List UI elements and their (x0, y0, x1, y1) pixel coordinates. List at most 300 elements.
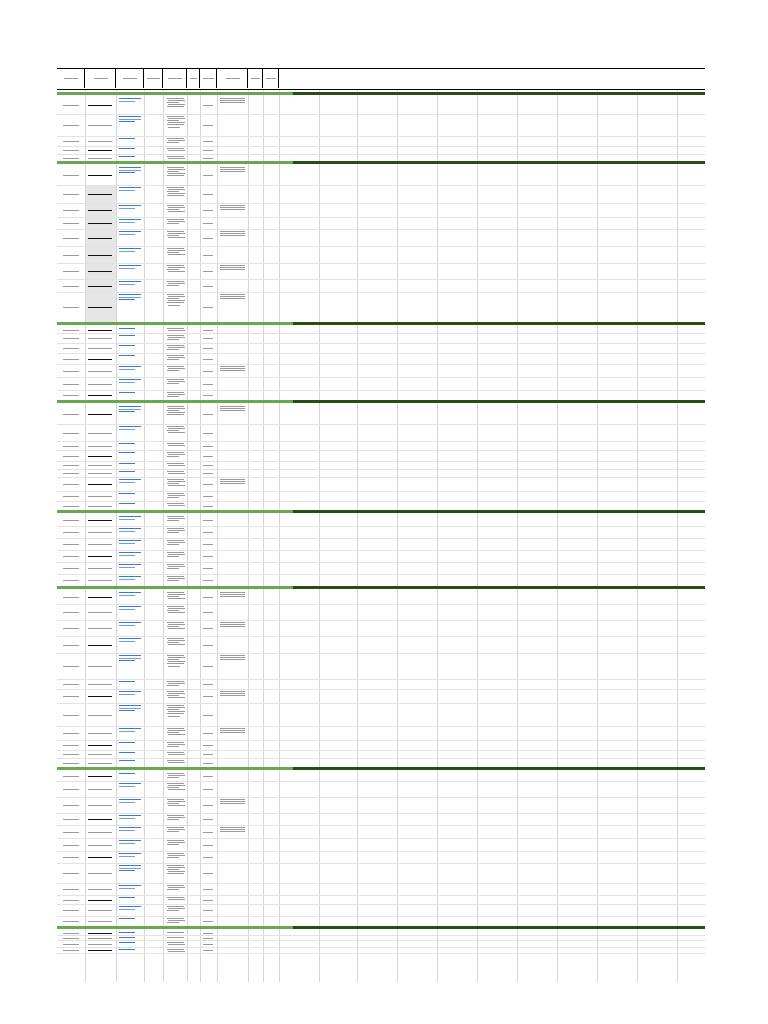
row-name-cell[interactable] (63, 384, 79, 385)
row-name-cell[interactable] (63, 150, 79, 151)
status-cell[interactable] (203, 210, 213, 211)
row-name-cell[interactable] (63, 158, 79, 159)
profile-link[interactable] (119, 426, 141, 427)
email-cell[interactable] (88, 286, 112, 287)
email-cell[interactable] (88, 944, 112, 945)
status-cell[interactable] (203, 141, 213, 142)
row-name-cell[interactable] (63, 433, 79, 434)
profile-link[interactable] (119, 942, 135, 943)
profile-link[interactable] (119, 528, 141, 529)
status-cell[interactable] (203, 933, 213, 934)
profile-link[interactable] (119, 856, 135, 857)
row-name-cell[interactable] (63, 889, 79, 890)
email-cell[interactable] (88, 873, 112, 874)
column-header-7[interactable] (200, 69, 217, 88)
profile-link[interactable] (119, 932, 135, 933)
email-cell[interactable] (88, 307, 112, 308)
row-name-cell[interactable] (63, 238, 79, 239)
email-cell[interactable] (88, 597, 112, 598)
email-cell[interactable] (88, 532, 112, 533)
status-cell[interactable] (203, 359, 213, 360)
status-cell[interactable] (203, 628, 213, 629)
profile-link[interactable] (119, 121, 135, 122)
email-cell[interactable] (88, 696, 112, 697)
profile-link[interactable] (119, 827, 141, 828)
column-header-2[interactable] (85, 69, 116, 88)
email-cell[interactable] (88, 921, 112, 922)
profile-link[interactable] (119, 622, 141, 623)
email-cell[interactable] (88, 125, 112, 126)
email-cell[interactable] (88, 789, 112, 790)
profile-link[interactable] (119, 906, 141, 907)
row-name-cell[interactable] (63, 776, 79, 777)
row-name-cell[interactable] (63, 845, 79, 846)
profile-link[interactable] (119, 190, 135, 191)
email-cell[interactable] (88, 506, 112, 507)
email-cell[interactable] (88, 484, 112, 485)
row-name-cell[interactable] (63, 446, 79, 447)
profile-link[interactable] (119, 609, 135, 610)
status-cell[interactable] (203, 754, 213, 755)
email-cell[interactable] (88, 845, 112, 846)
status-cell[interactable] (203, 414, 213, 415)
profile-link[interactable] (119, 116, 141, 117)
email-cell[interactable] (88, 628, 112, 629)
profile-link[interactable] (119, 660, 135, 661)
status-cell[interactable] (203, 307, 213, 308)
profile-link[interactable] (119, 705, 141, 706)
email-cell[interactable] (88, 496, 112, 497)
profile-link[interactable] (119, 576, 141, 577)
profile-link[interactable] (119, 888, 135, 889)
section-header-bar[interactable] (57, 400, 705, 403)
section-header-bar[interactable] (57, 586, 705, 589)
section-header-bar[interactable] (57, 92, 705, 95)
row-name-cell[interactable] (63, 921, 79, 922)
profile-link[interactable] (119, 369, 135, 370)
profile-link[interactable] (119, 409, 141, 410)
profile-link[interactable] (119, 742, 135, 743)
row-name-cell[interactable] (63, 745, 79, 746)
profile-link[interactable] (119, 564, 141, 565)
profile-link[interactable] (119, 818, 135, 819)
status-cell[interactable] (203, 330, 213, 331)
profile-link[interactable] (119, 208, 135, 209)
profile-link[interactable] (119, 773, 135, 774)
email-cell[interactable] (88, 223, 112, 224)
email-cell[interactable] (88, 465, 112, 466)
status-cell[interactable] (203, 666, 213, 667)
email-cell[interactable] (88, 330, 112, 331)
row-name-cell[interactable] (63, 307, 79, 308)
row-name-cell[interactable] (63, 763, 79, 764)
profile-link[interactable] (119, 379, 141, 380)
email-cell[interactable] (88, 520, 112, 521)
email-cell[interactable] (88, 900, 112, 901)
profile-link[interactable] (119, 728, 141, 729)
profile-link[interactable] (119, 268, 135, 269)
profile-link[interactable] (119, 148, 135, 149)
email-cell[interactable] (88, 857, 112, 858)
profile-link[interactable] (119, 172, 135, 173)
profile-link[interactable] (119, 222, 135, 223)
status-cell[interactable] (203, 506, 213, 507)
profile-link[interactable] (119, 411, 135, 412)
email-cell[interactable] (88, 446, 112, 447)
email-cell[interactable] (88, 715, 112, 716)
status-cell[interactable] (203, 745, 213, 746)
status-cell[interactable] (203, 597, 213, 598)
email-cell[interactable] (88, 819, 112, 820)
row-name-cell[interactable] (63, 141, 79, 142)
status-cell[interactable] (203, 544, 213, 545)
column-header-4[interactable] (144, 69, 163, 88)
email-cell[interactable] (88, 238, 112, 239)
profile-link[interactable] (119, 443, 135, 444)
email-cell[interactable] (88, 556, 112, 557)
status-cell[interactable] (203, 873, 213, 874)
row-name-cell[interactable] (63, 330, 79, 331)
row-name-cell[interactable] (63, 465, 79, 466)
profile-link[interactable] (119, 681, 135, 682)
email-cell[interactable] (88, 141, 112, 142)
profile-link[interactable] (119, 170, 141, 171)
email-cell[interactable] (88, 933, 112, 934)
row-name-cell[interactable] (63, 733, 79, 734)
email-cell[interactable] (88, 832, 112, 833)
profile-link[interactable] (119, 710, 135, 711)
profile-link[interactable] (119, 251, 135, 252)
row-name-cell[interactable] (63, 271, 79, 272)
row-name-cell[interactable] (63, 371, 79, 372)
row-name-cell[interactable] (63, 456, 79, 457)
profile-link[interactable] (119, 479, 141, 480)
profile-link[interactable] (119, 694, 135, 695)
status-cell[interactable] (203, 532, 213, 533)
profile-link[interactable] (119, 937, 135, 938)
row-name-cell[interactable] (63, 568, 79, 569)
row-name-cell[interactable] (63, 789, 79, 790)
column-header-8[interactable] (217, 69, 248, 88)
profile-link[interactable] (119, 802, 135, 803)
status-cell[interactable] (203, 384, 213, 385)
profile-link[interactable] (119, 543, 135, 544)
profile-link[interactable] (119, 463, 135, 464)
email-cell[interactable] (88, 684, 112, 685)
profile-link[interactable] (119, 231, 141, 232)
email-cell[interactable] (88, 733, 112, 734)
profile-link[interactable] (119, 783, 141, 784)
email-cell[interactable] (88, 433, 112, 434)
profile-link[interactable] (119, 949, 135, 950)
profile-link[interactable] (119, 366, 141, 367)
profile-link[interactable] (119, 592, 141, 593)
row-name-cell[interactable] (63, 395, 79, 396)
status-cell[interactable] (203, 433, 213, 434)
profile-link[interactable] (119, 516, 141, 517)
status-cell[interactable] (203, 194, 213, 195)
row-name-cell[interactable] (63, 496, 79, 497)
column-header-9[interactable] (248, 69, 263, 88)
status-cell[interactable] (203, 175, 213, 176)
profile-link[interactable] (119, 552, 141, 553)
profile-link[interactable] (119, 406, 141, 407)
profile-link[interactable] (119, 606, 141, 607)
status-cell[interactable] (203, 889, 213, 890)
row-name-cell[interactable] (63, 715, 79, 716)
status-cell[interactable] (203, 125, 213, 126)
status-cell[interactable] (203, 805, 213, 806)
section-header-bar[interactable] (57, 161, 705, 164)
row-name-cell[interactable] (63, 950, 79, 951)
status-cell[interactable] (203, 238, 213, 239)
profile-link[interactable] (119, 885, 141, 886)
profile-link[interactable] (119, 731, 135, 732)
row-name-cell[interactable] (63, 754, 79, 755)
column-header-10[interactable] (263, 69, 279, 88)
row-name-cell[interactable] (63, 338, 79, 339)
status-cell[interactable] (203, 900, 213, 901)
status-cell[interactable] (203, 105, 213, 106)
email-cell[interactable] (88, 105, 112, 106)
profile-link[interactable] (119, 691, 141, 692)
profile-link[interactable] (119, 138, 135, 139)
status-cell[interactable] (203, 465, 213, 466)
status-cell[interactable] (203, 223, 213, 224)
row-name-cell[interactable] (63, 696, 79, 697)
row-name-cell[interactable] (63, 520, 79, 521)
profile-link[interactable] (119, 392, 135, 393)
email-cell[interactable] (88, 338, 112, 339)
email-cell[interactable] (88, 371, 112, 372)
profile-link[interactable] (119, 98, 141, 99)
status-cell[interactable] (203, 645, 213, 646)
row-name-cell[interactable] (63, 873, 79, 874)
profile-link[interactable] (119, 760, 135, 761)
profile-link[interactable] (119, 328, 135, 329)
email-cell[interactable] (88, 645, 112, 646)
row-name-cell[interactable] (63, 900, 79, 901)
email-cell[interactable] (88, 544, 112, 545)
row-name-cell[interactable] (63, 506, 79, 507)
profile-link[interactable] (119, 540, 141, 541)
status-cell[interactable] (203, 819, 213, 820)
row-name-cell[interactable] (63, 944, 79, 945)
email-cell[interactable] (88, 580, 112, 581)
row-name-cell[interactable] (63, 819, 79, 820)
row-name-cell[interactable] (63, 125, 79, 126)
status-cell[interactable] (203, 568, 213, 569)
email-cell[interactable] (88, 745, 112, 746)
status-cell[interactable] (203, 950, 213, 951)
profile-link[interactable] (119, 638, 141, 639)
profile-link[interactable] (119, 205, 141, 206)
profile-link[interactable] (119, 830, 135, 831)
status-cell[interactable] (203, 473, 213, 474)
email-cell[interactable] (88, 805, 112, 806)
email-cell[interactable] (88, 910, 112, 911)
status-cell[interactable] (203, 556, 213, 557)
email-cell[interactable] (88, 271, 112, 272)
email-cell[interactable] (88, 210, 112, 211)
status-cell[interactable] (203, 733, 213, 734)
profile-link[interactable] (119, 897, 135, 898)
profile-link[interactable] (119, 482, 135, 483)
row-name-cell[interactable] (63, 105, 79, 106)
profile-link[interactable] (119, 382, 135, 383)
status-cell[interactable] (203, 580, 213, 581)
profile-link[interactable] (119, 595, 135, 596)
status-cell[interactable] (203, 484, 213, 485)
status-cell[interactable] (203, 938, 213, 939)
profile-link[interactable] (119, 119, 141, 120)
status-cell[interactable] (203, 395, 213, 396)
row-name-cell[interactable] (63, 938, 79, 939)
email-cell[interactable] (88, 384, 112, 385)
email-cell[interactable] (88, 456, 112, 457)
row-name-cell[interactable] (63, 556, 79, 557)
profile-link[interactable] (119, 452, 135, 453)
profile-link[interactable] (119, 708, 141, 709)
email-cell[interactable] (88, 395, 112, 396)
section-header-bar[interactable] (57, 767, 705, 770)
profile-link[interactable] (119, 345, 135, 346)
column-header-3[interactable] (116, 69, 144, 88)
profile-link[interactable] (119, 870, 135, 871)
email-cell[interactable] (88, 194, 112, 195)
email-cell[interactable] (88, 763, 112, 764)
profile-link[interactable] (119, 234, 135, 235)
row-name-cell[interactable] (63, 857, 79, 858)
row-name-cell[interactable] (63, 612, 79, 613)
status-cell[interactable] (203, 520, 213, 521)
profile-link[interactable] (119, 519, 135, 520)
status-cell[interactable] (203, 910, 213, 911)
profile-link[interactable] (119, 156, 135, 157)
status-cell[interactable] (203, 456, 213, 457)
section-header-bar[interactable] (57, 926, 705, 929)
row-name-cell[interactable] (63, 223, 79, 224)
profile-link[interactable] (119, 868, 141, 869)
column-header-5[interactable] (163, 69, 187, 88)
profile-link[interactable] (119, 752, 135, 753)
email-cell[interactable] (88, 754, 112, 755)
row-name-cell[interactable] (63, 628, 79, 629)
row-name-cell[interactable] (63, 484, 79, 485)
status-cell[interactable] (203, 612, 213, 613)
section-header-bar[interactable] (57, 510, 705, 513)
row-name-cell[interactable] (63, 805, 79, 806)
row-name-cell[interactable] (63, 414, 79, 415)
status-cell[interactable] (203, 371, 213, 372)
email-cell[interactable] (88, 255, 112, 256)
status-cell[interactable] (203, 857, 213, 858)
email-cell[interactable] (88, 950, 112, 951)
profile-link[interactable] (119, 281, 141, 282)
email-cell[interactable] (88, 568, 112, 569)
profile-link[interactable] (119, 865, 141, 866)
row-name-cell[interactable] (63, 532, 79, 533)
email-cell[interactable] (88, 150, 112, 151)
column-header-6[interactable] (187, 69, 200, 88)
profile-link[interactable] (119, 799, 141, 800)
row-name-cell[interactable] (63, 359, 79, 360)
row-name-cell[interactable] (63, 255, 79, 256)
row-name-cell[interactable] (63, 645, 79, 646)
status-cell[interactable] (203, 789, 213, 790)
email-cell[interactable] (88, 938, 112, 939)
row-name-cell[interactable] (63, 580, 79, 581)
status-cell[interactable] (203, 845, 213, 846)
email-cell[interactable] (88, 158, 112, 159)
row-name-cell[interactable] (63, 194, 79, 195)
email-cell[interactable] (88, 473, 112, 474)
profile-link[interactable] (119, 503, 135, 504)
email-cell[interactable] (88, 175, 112, 176)
profile-link[interactable] (119, 786, 135, 787)
profile-link[interactable] (119, 219, 141, 220)
profile-link[interactable] (119, 853, 141, 854)
email-cell[interactable] (88, 889, 112, 890)
profile-link[interactable] (119, 567, 135, 568)
status-cell[interactable] (203, 348, 213, 349)
profile-link[interactable] (119, 843, 135, 844)
status-cell[interactable] (203, 715, 213, 716)
profile-link[interactable] (119, 294, 141, 295)
status-cell[interactable] (203, 338, 213, 339)
profile-link[interactable] (119, 187, 141, 188)
profile-link[interactable] (119, 299, 135, 300)
profile-link[interactable] (119, 429, 135, 430)
profile-link[interactable] (119, 655, 141, 656)
profile-link[interactable] (119, 335, 135, 336)
profile-link[interactable] (119, 471, 135, 472)
email-cell[interactable] (88, 359, 112, 360)
status-cell[interactable] (203, 255, 213, 256)
email-cell[interactable] (88, 666, 112, 667)
status-cell[interactable] (203, 763, 213, 764)
profile-link[interactable] (119, 101, 135, 102)
status-cell[interactable] (203, 158, 213, 159)
row-name-cell[interactable] (63, 597, 79, 598)
row-name-cell[interactable] (63, 684, 79, 685)
profile-link[interactable] (119, 555, 135, 556)
profile-link[interactable] (119, 840, 141, 841)
profile-link[interactable] (119, 297, 141, 298)
status-cell[interactable] (203, 684, 213, 685)
status-cell[interactable] (203, 271, 213, 272)
section-header-bar[interactable] (57, 322, 705, 325)
status-cell[interactable] (203, 150, 213, 151)
status-cell[interactable] (203, 696, 213, 697)
email-cell[interactable] (88, 612, 112, 613)
row-name-cell[interactable] (63, 832, 79, 833)
email-cell[interactable] (88, 776, 112, 777)
status-cell[interactable] (203, 446, 213, 447)
status-cell[interactable] (203, 286, 213, 287)
row-name-cell[interactable] (63, 286, 79, 287)
profile-link[interactable] (119, 909, 135, 910)
status-cell[interactable] (203, 496, 213, 497)
profile-link[interactable] (119, 918, 135, 919)
profile-link[interactable] (119, 248, 141, 249)
status-cell[interactable] (203, 921, 213, 922)
email-cell[interactable] (88, 348, 112, 349)
row-name-cell[interactable] (63, 910, 79, 911)
profile-link[interactable] (119, 658, 141, 659)
profile-link[interactable] (119, 167, 141, 168)
status-cell[interactable] (203, 832, 213, 833)
